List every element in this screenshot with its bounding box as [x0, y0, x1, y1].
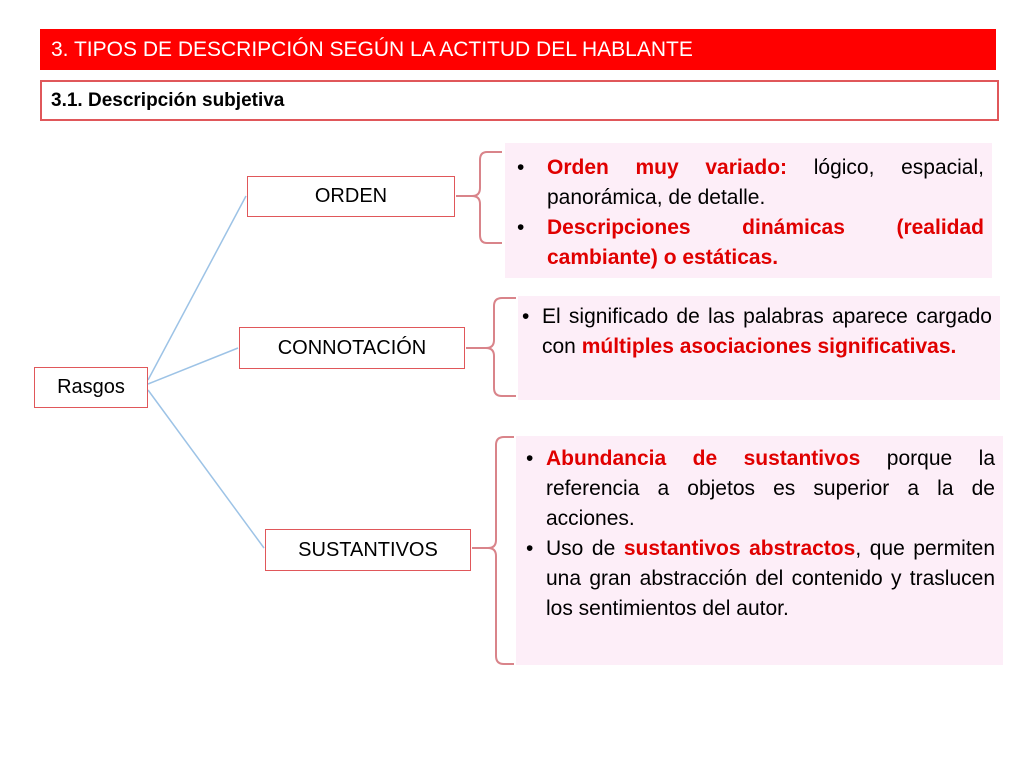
bullet-text: Abundancia de sustantivos porque la referencia a objetos es superior a la de acciones.: [546, 447, 995, 530]
bullet-item: [516, 444, 995, 534]
bullet-text: El significado de las palabras aparece cargado con múltiples asociaciones significativas.: [542, 305, 992, 358]
bullet-item: [505, 153, 984, 213]
bullet-list: [516, 444, 995, 624]
bullet-text: Uso de sustantivos abstractos, que permiten una gran abstracción del contenido y traslucen los sentimientos del autor.: [546, 537, 996, 620]
branch-node-sustantivos: [265, 529, 471, 571]
bullet-marker: •: [522, 305, 530, 328]
branch-node-label: ORDEN: [314, 185, 388, 207]
connector-line-connotacion: [148, 348, 238, 384]
bullet-marker: •: [517, 216, 525, 239]
bullet-item: [516, 534, 995, 624]
bullet-marker: •: [526, 447, 534, 470]
branch-node-connotacion: [239, 327, 465, 369]
bracket-sustantivos: [472, 437, 514, 664]
connector-line-sustantivos: [148, 390, 264, 548]
slide-title: 3. TIPOS DE DESCRIPCIÓN SEGÚN LA ACTITUD DEL HABLANTE: [40, 29, 996, 70]
bullet-list: [505, 153, 984, 273]
branch-node-label: SUSTANTIVOS: [298, 538, 438, 561]
bullet-list: [518, 302, 992, 362]
section-subtitle: 3.1. Descripción subjetiva: [40, 80, 999, 121]
connector-line-orden: [148, 196, 246, 380]
bracket-orden: [456, 152, 502, 243]
bullet-marker: •: [526, 537, 534, 560]
root-node-rasgos: [34, 367, 148, 408]
bullet-marker: •: [517, 156, 525, 179]
bracket-connotacion: [466, 298, 516, 396]
details-panel-connotacion: [518, 296, 1000, 400]
branch-node-orden: [247, 176, 455, 217]
branch-node-label: CONNOTACIÓN: [277, 336, 427, 359]
bullet-text: Descripciones dinámicas (realidad cambiante) o estáticas.: [547, 216, 984, 269]
bullet-item: [505, 213, 984, 273]
bullet-item: [518, 302, 992, 362]
root-node-label: Rasgos: [57, 376, 125, 398]
details-panel-sustantivos: [516, 436, 1003, 665]
bullet-text: Orden muy variado: lógico, espacial, panorámica, de detalle.: [547, 156, 984, 209]
details-panel-orden: [505, 143, 992, 278]
